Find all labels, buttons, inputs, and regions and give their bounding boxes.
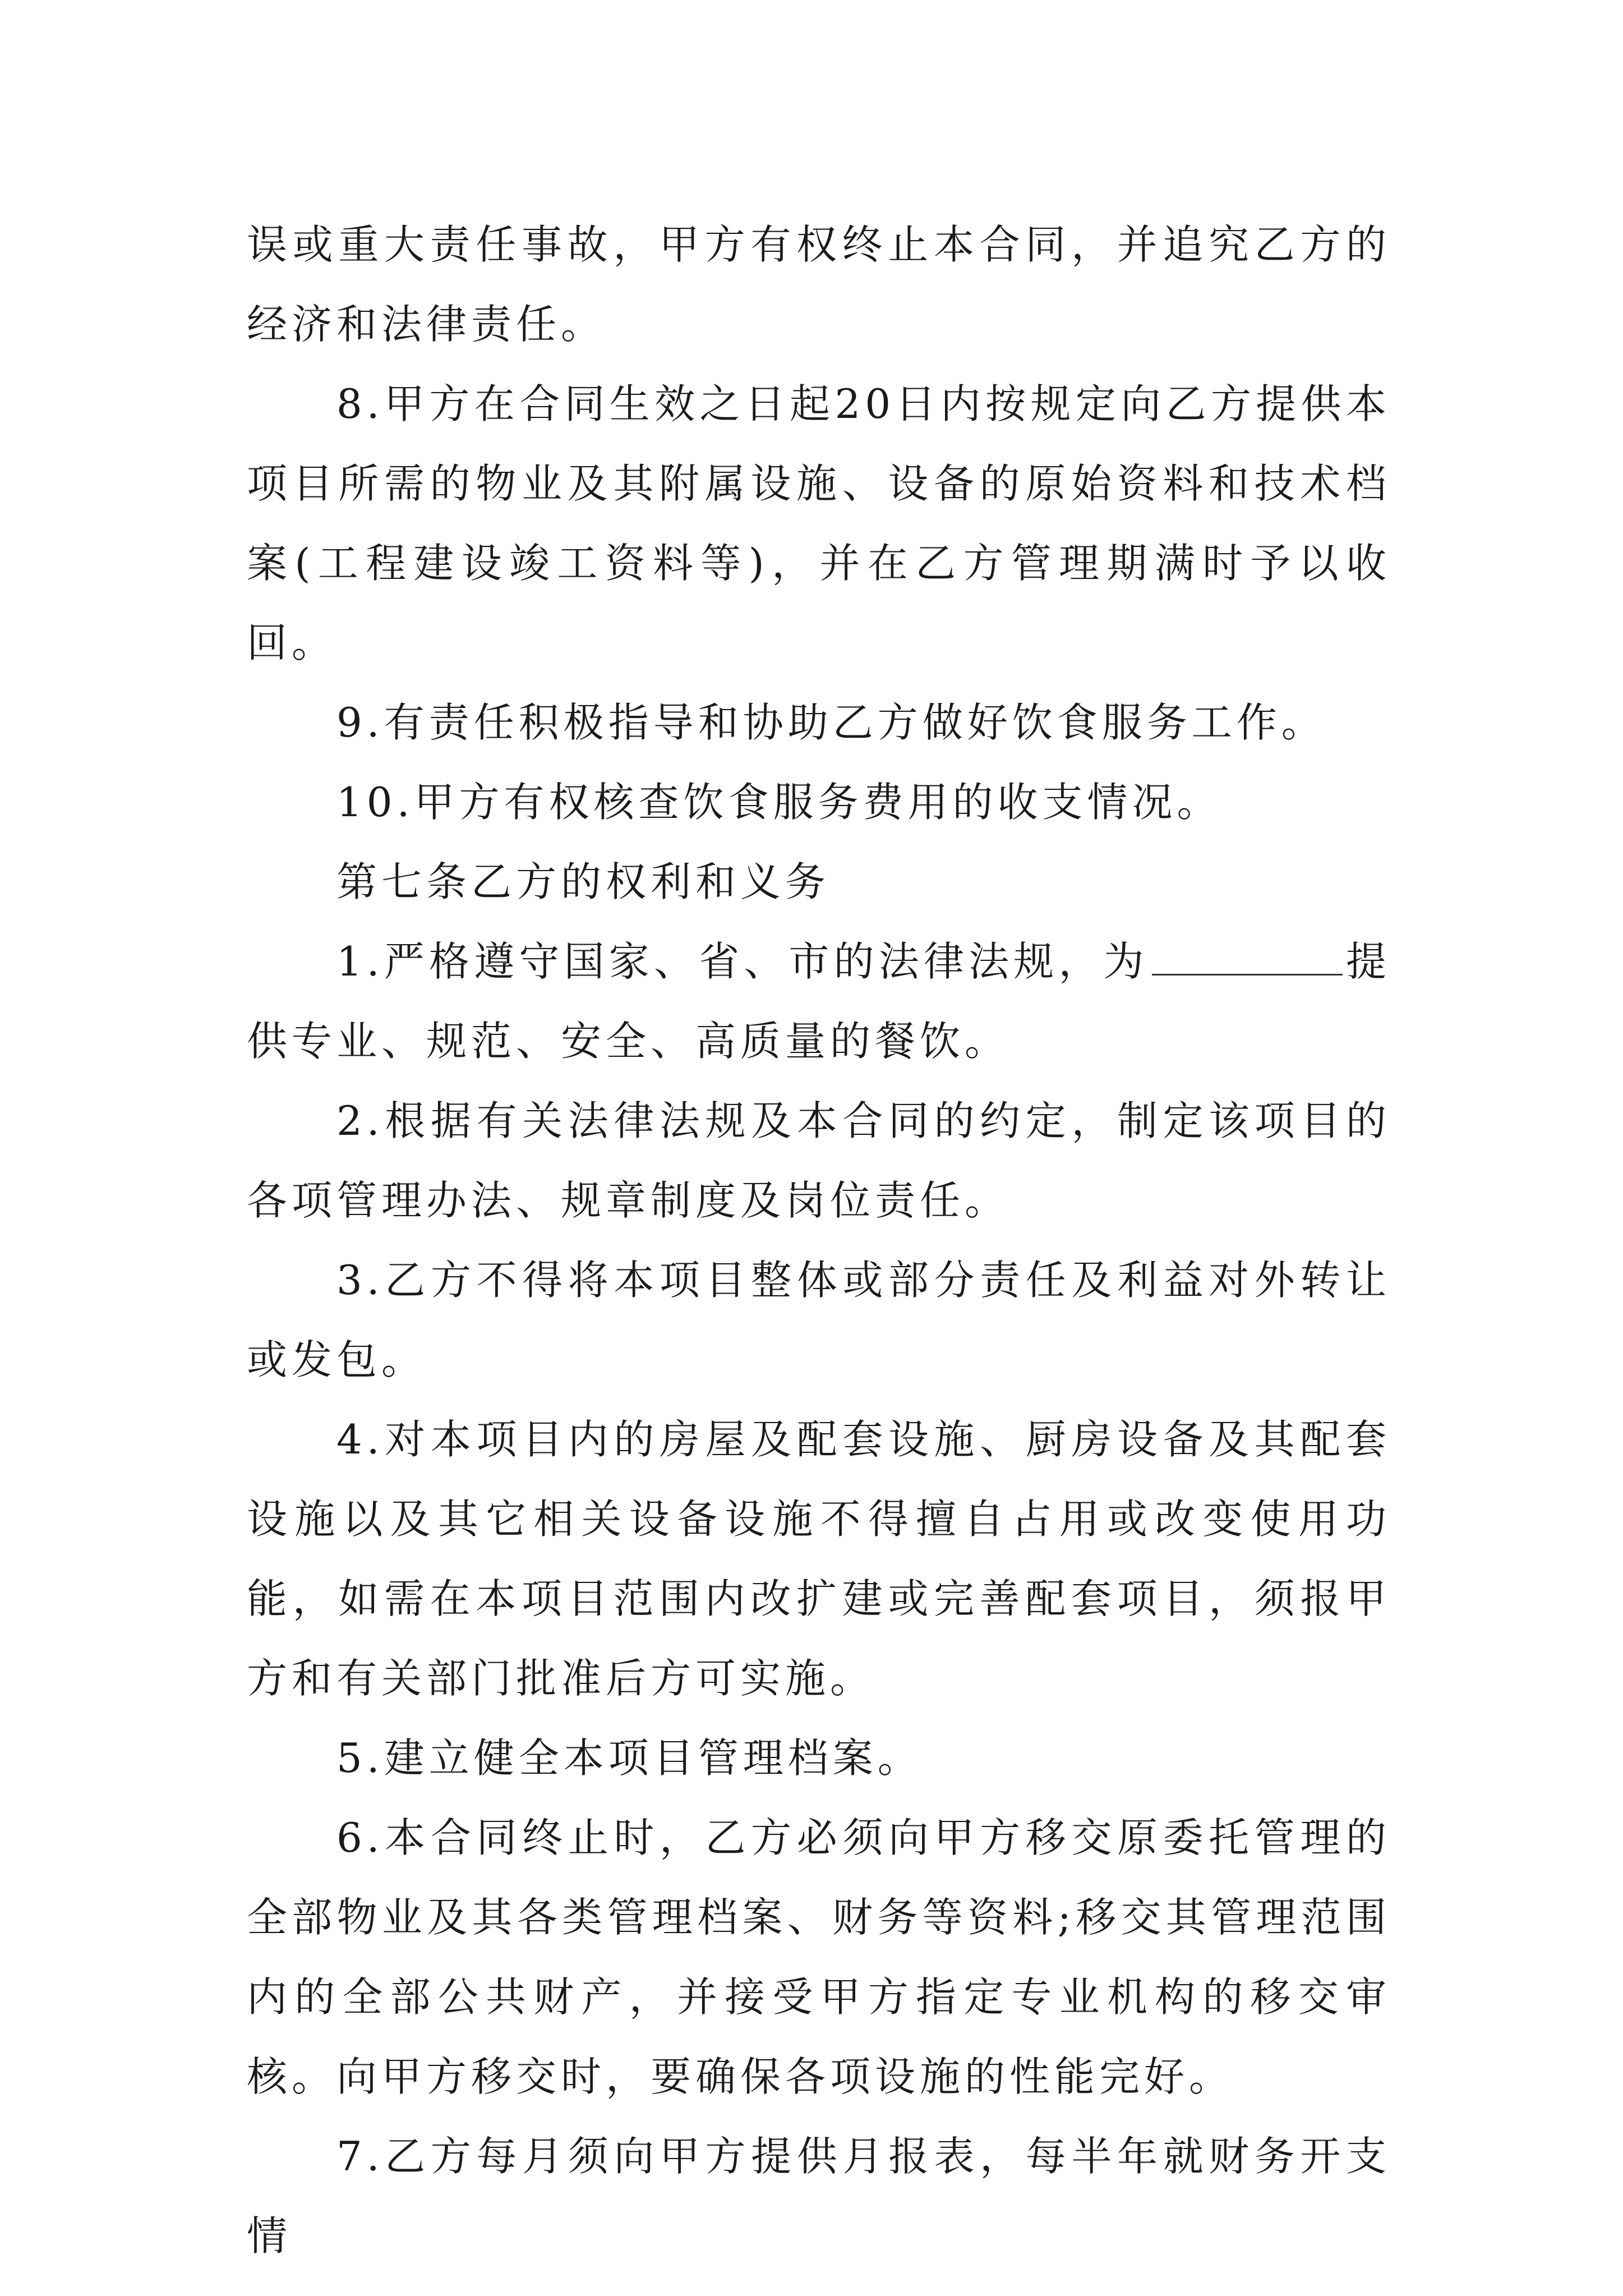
paragraph-9: 9.有责任积极指导和协助乙方做好饮食服务工作。	[336, 699, 1326, 746]
section-heading-article-7: 第七条乙方的权利和义务	[336, 858, 831, 905]
paragraph-article7-item-3: 3.乙方不得将本项目整体或部分责任及利益对外转让或发包。	[247, 1257, 1391, 1383]
paragraph-article7-item-7: 7.乙方每月须向甲方提供月报表，每半年就财务开支情	[247, 2133, 1391, 2260]
paragraph-article7-item-2: 2.根据有关法律法规及本合同的约定，制定该项目的各项管理办法、规章制度及岗位责任。	[247, 1097, 1391, 1224]
fill-in-blank[interactable]	[1152, 935, 1343, 976]
paragraph-8: 8.甲方在合同生效之日起20日内按规定向乙方提供本项目所需的物业及其附属设施、设备的原始资料和技术档案(工程建设竣工资料等)，并在乙方管理期满时予以收回。	[247, 380, 1391, 666]
paragraph-text-after-blank: 提供专业、规范、安全、高质量的餐饮。	[247, 938, 1391, 1065]
paragraph-10: 10.甲方有权核查饮食服务费用的收支情况。	[336, 779, 1222, 826]
paragraph-article7-item-4: 4.对本项目内的房屋及配套设施、厨房设备及其配套设施以及其它相关设备设施不得擅自占用或改变使用功能，如需在本项目范围内改扩建或完善配套项目，须报甲方和有关部门批准后方可实施。	[247, 1416, 1391, 1702]
paragraph-article7-item-5: 5.建立健全本项目管理档案。	[336, 1734, 923, 1782]
paragraph-article7-item-6: 6.本合同终止时，乙方必须向甲方移交原委托管理的全部物业及其各类管理档案、财务等资料;移交其管理范围内的全部公共财产，并接受甲方指定专业机构的移交审核。向甲方移交时，要确保各项设施的性能完好。	[247, 1814, 1391, 2100]
paragraph-1: 误或重大责任事故，甲方有权终止本合同，并追究乙方的经济和法律责任。	[247, 221, 1391, 348]
paragraph-article7-item-1	[247, 922, 1391, 1081]
paragraph-text-before-blank: 1.严格遵守国家、省、市的法律法规，为	[336, 938, 1149, 985]
document-body	[247, 205, 1391, 2276]
